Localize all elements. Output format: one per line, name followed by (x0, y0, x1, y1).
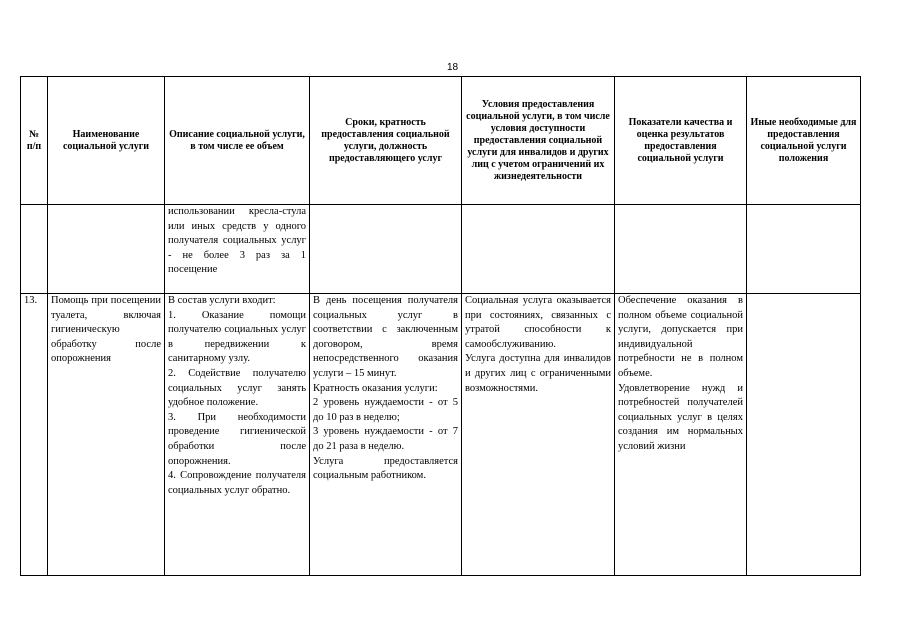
header-other: Иные необходимые для предоставления социальной услуги положения (747, 77, 861, 205)
services-table (20, 76, 861, 576)
header-number: № п/п (21, 77, 48, 205)
terms-line: Услуга предоставляется социальным работником. (313, 455, 458, 482)
cont-terms-cell (310, 205, 462, 294)
service-terms (310, 294, 462, 576)
description-line: 4. Сопровождение получателя социальных услуг обратно. (168, 470, 306, 496)
page-number: 18 (446, 62, 459, 73)
table-row (21, 294, 861, 576)
quality-line: Обеспечение оказания в полном объеме социальной услуги, допускается при индивидуальной потребности не в полном объеме. (618, 295, 743, 379)
row-number: 13. (21, 294, 48, 576)
description-line: В состав услуги входит: (168, 295, 276, 306)
cont-conditions-cell (462, 205, 615, 294)
terms-line: В день посещения получателя социальных услуг в соответствии с заключенным договором, время непосредственного оказания услуги – 15 минут. (313, 295, 458, 379)
terms-line: 3 уровень нуждаемости - от 7 до 21 раза в неделю. (313, 426, 458, 452)
cont-name-cell (48, 205, 165, 294)
header-description: Описание социальной услуги, в том числе ее объем (165, 77, 310, 205)
table-row (21, 205, 861, 294)
cont-quality-cell (615, 205, 747, 294)
table-header-row (21, 77, 861, 205)
service-quality (615, 294, 747, 576)
header-quality: Показатели качества и оценка результатов предоставления социальной услуги (615, 77, 747, 205)
description-line: 2. Содействие получателю социальных услуг занять удобное положение. (168, 367, 306, 409)
conditions-line: Услуга доступна для инвалидов и других лиц с ограниченными возможностями. (465, 353, 611, 394)
cont-number-cell (21, 205, 48, 294)
service-other (747, 294, 861, 576)
header-terms: Сроки, кратность предоставления социальной услуги, должность предоставляющего услуг (310, 77, 462, 205)
conditions-line: Социальная услуга оказывается при состояниях, связанных с утратой способности к самообслуживанию. (465, 295, 611, 350)
description-line: 3. При необходимости проведение гигиенической обработки после опорожнения. (168, 411, 306, 467)
service-name: Помощь при посещении туалета, включая гигиеническую обработку после опорожнения (48, 294, 165, 576)
description-line: 1. Оказание помощи получателю социальных услуг в передвижении к санитарному узлу. (168, 309, 306, 365)
cont-description-cell: использовании кресла-стула или иных средств у одного получателя социальных услуг - не более 3 раз за 1 посещение (165, 205, 310, 294)
terms-line: Кратность оказания услуги: (313, 382, 438, 394)
cont-other-cell (747, 205, 861, 294)
service-description (165, 294, 310, 576)
header-service-name: Наименование социальной услуги (48, 77, 165, 205)
quality-line: Удовлетворение нужд и потребностей получателей социальных услуг в целях создания им нормальных условий жизни (618, 382, 743, 452)
header-conditions: Условия предоставления социальной услуги, в том числе условия доступности предоставления социальной услуги для инвалидов и других лиц с учетом ограничений их жизнедеятельности (462, 77, 615, 205)
service-conditions (462, 294, 615, 576)
terms-line: 2 уровень нуждаемости - от 5 до 10 раз в неделю; (313, 397, 458, 423)
